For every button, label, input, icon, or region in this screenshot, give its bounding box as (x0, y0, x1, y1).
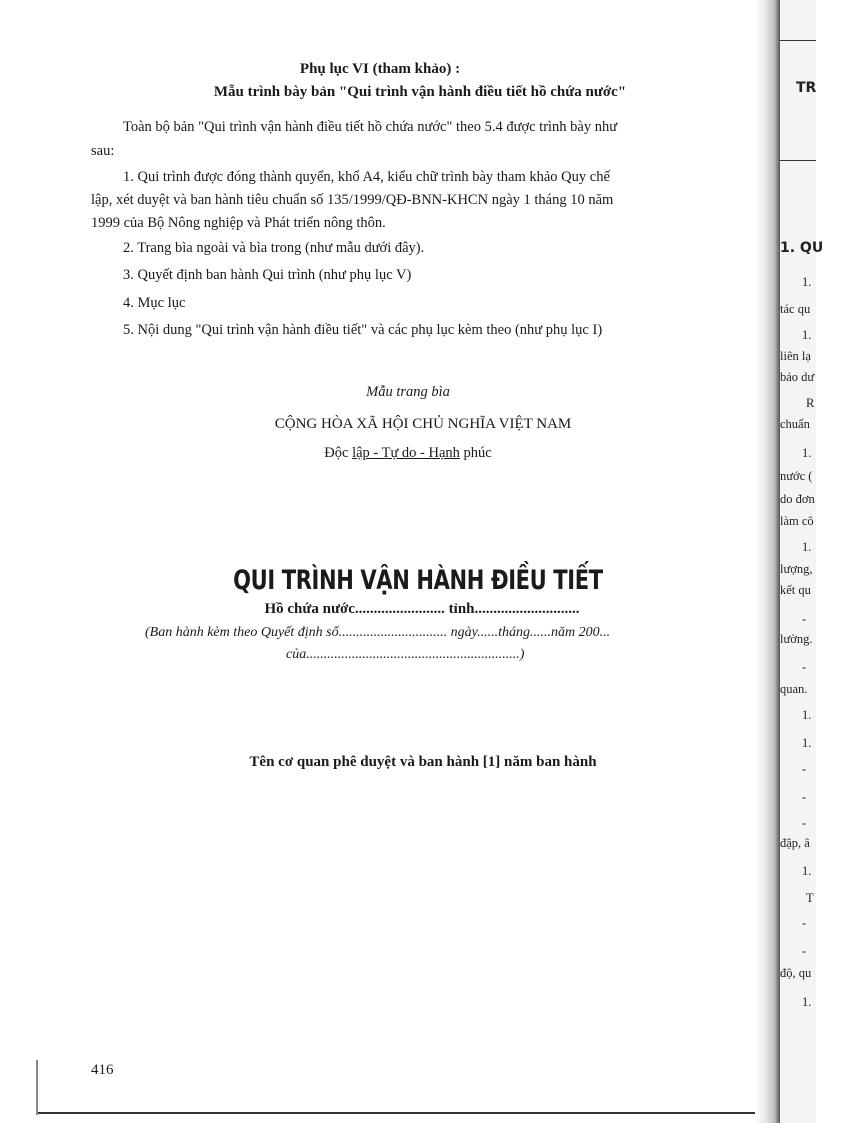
cover-reservoir-line: Hồ chứa nước........................ tỉnh............................ (264, 601, 580, 617)
motto-prefix: Độc (324, 445, 353, 461)
item-2: 2. Trang bìa ngoài và bìa trong (như mẫu dưới đây). (123, 240, 425, 256)
right-text: độ, qu (780, 966, 812, 980)
right-rule-mid (780, 160, 816, 161)
cover-big-title: QUI TRÌNH VẬN HÀNH ĐIỀU TIẾT (233, 565, 603, 596)
right-text: - (802, 790, 807, 804)
intro-line-1: Toàn bộ bản "Qui trình vận hành điều tiết hồ chứa nước" theo 5.4 được trình bày như (123, 119, 618, 135)
motto-underlined: lập - Tự do - Hạnh (352, 445, 460, 461)
item-1-line-3: 1999 của Bộ Nông nghiệp và Phát triển nông thôn. (91, 215, 386, 231)
right-text: bảo dư (780, 370, 815, 384)
cover-agency: Tên cơ quan phê duyệt và ban hành [1] năm ban hành (249, 754, 597, 770)
right-text: kết qu (780, 583, 811, 597)
cover-label: Mẫu trang bìa (366, 384, 450, 400)
cover-decision-line-2: của.............................................................) (286, 647, 525, 662)
right-text: 1. (802, 540, 812, 554)
right-text: do đơn (780, 492, 815, 506)
right-text: 1. (802, 708, 812, 722)
right-text: quan. (780, 682, 808, 696)
item-1-line-2: lập, xét duyệt và ban hành tiêu chuẩn số 135/1999/QĐ-BNN-KHCN ngày 1 tháng 10 năm (91, 192, 614, 208)
right-text: nước ( (780, 469, 813, 483)
right-text: chuẩn (780, 417, 810, 431)
item-1-line-1: 1. Qui trình được đóng thành quyển, khổ A4, kiểu chữ trình bày tham khảo Quy chế (123, 169, 610, 185)
page-bottom-edge (38, 1112, 758, 1114)
page-number: 416 (91, 1062, 114, 1078)
right-text: 1. (802, 328, 812, 342)
right-text: 1. QU (780, 240, 824, 256)
cover-country: CỘNG HÒA XÃ HỘI CHỦ NGHĨA VIỆT NAM (274, 416, 572, 432)
right-text: lượng, (780, 562, 813, 576)
right-text: làm cô (780, 514, 814, 528)
right-rule-top (780, 40, 816, 41)
right-text: tác qu (780, 302, 811, 316)
right-text: 1. (802, 864, 812, 878)
right-text: liên lạ (780, 349, 811, 363)
appendix-title: Phụ lục VI (tham khảo) : (299, 61, 461, 77)
right-text: - (802, 612, 807, 626)
right-text: 1. (802, 446, 812, 460)
right-text: lường. (780, 632, 813, 646)
intro-line-2: sau: (91, 143, 115, 159)
item-3: 3. Quyết định ban hành Qui trình (như phụ lục V) (123, 267, 412, 283)
motto-suffix: phúc (459, 445, 492, 461)
right-text: - (802, 944, 807, 958)
cover-motto (0, 445, 816, 462)
right-text: 1. (802, 275, 812, 289)
cover-decision-line-1: (Ban hành kèm theo Quyết định số............................... ngày......tháng......năm 200... (145, 625, 611, 640)
appendix-subtitle: Mẫu trình bày bản "Qui trình vận hành điều tiết hồ chứa nước" (213, 84, 627, 100)
right-text: T (806, 891, 814, 905)
right-text: - (802, 816, 807, 830)
right-text: R (806, 396, 815, 410)
right-text: - (802, 762, 807, 776)
right-text: - (802, 660, 807, 674)
cover-big-title-wrap (0, 565, 836, 596)
item-4: 4. Mục lục (123, 295, 186, 311)
right-text: - (802, 916, 807, 930)
right-text: đập, â (780, 836, 810, 850)
right-text: TR (796, 80, 817, 96)
item-5: 5. Nội dung "Qui trình vận hành điều tiết" và các phụ lục kèm theo (như phụ lục I) (123, 322, 603, 338)
right-text: 1. (802, 736, 812, 750)
book-page-right (780, 0, 824, 1123)
right-text: 1. (802, 995, 812, 1009)
page-edge-mark (36, 1060, 38, 1115)
